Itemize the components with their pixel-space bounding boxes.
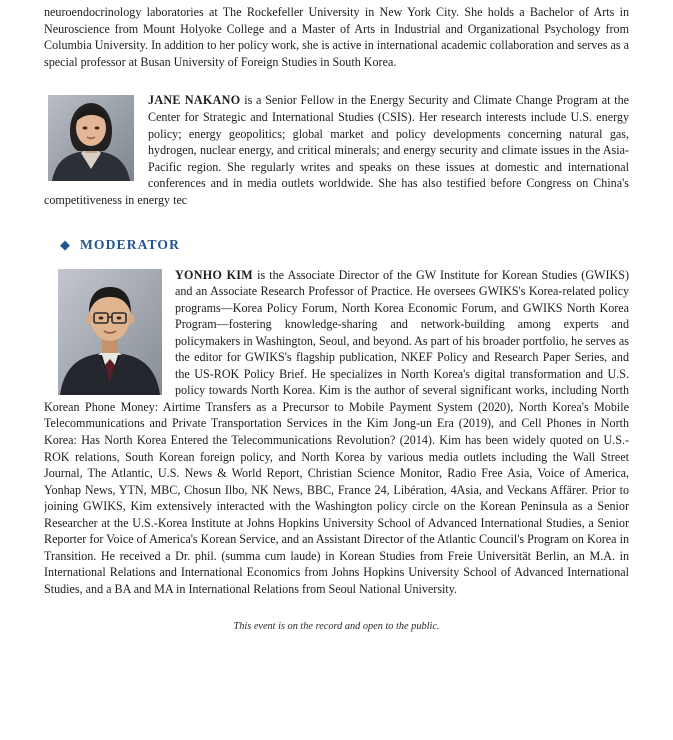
moderator-name: YONHO KIM (175, 267, 254, 282)
jane-nakano-photo (48, 95, 134, 181)
moderator-bio-block (44, 267, 629, 598)
diamond-icon: ◆ (60, 237, 70, 253)
footer-note: This event is on the record and open to the public. (233, 621, 440, 633)
moderator-label: MODERATOR (80, 236, 181, 252)
panelist-bio-body: is a Senior Fellow in the Energy Security and Climate Change Program at the Center for Strategic and International Studies (CSIS). Her research interests include U.S. energy policy; energy geopolitics; global market and policy developments concerning natural gas, hydrogen, nuclear energy, and critical minerals; and energy security and climate issues in the Asia-Pacific region. She regularly writes and speaks on these issues at domestic and international conferences and in media outlets worldwide. She has also testified before Congress on China's competitiveness in energy tec (44, 93, 629, 207)
moderator-heading (60, 237, 629, 253)
panelist-name: JANE NAKANO (148, 93, 241, 108)
moderator-bio-body: is the Associate Director of the GW Institute for Korean Studies (GWIKS) and an Associate Research Professor of Practice. He oversees GWIKS's Korea-related policy programs—Korea Policy Forum, North Korea Economic Forum, and GWIKS North Korea Program—fostering knowledge-sharing and network-building among experts and policymakers in Washington, Seoul, and beyond. As part of his broader portfolio, he serves as the editor for GWIKS's flagship publication, NKEF Policy and Research Paper Series, and the US-ROK Policy Brief. He specializes in North Korea's digital transformation and U.S. policy towards North Korea. Kim is the author of several significant works, including North Korean Phone Money: Airtime Transfers as a Precursor to Mobile Payment System (2020), North Korea's Mobile Telecommunications and Private Transportation Services in the Kim Jong-un Era (2019), and Cell Phones in North Korea: Has North Korea Entered the Telecommunications Revolution? (2014). Kim has been widely quoted on U.S.-ROK relations, South Korean foreign policy, and North Korea by various media outlets including the Wall Street Journal, The Atlantic, U.S. News & World Report, Christian Science Monitor, Radio Free Asia, Voice of America, Yonhap News, YTN, MBC, Chosun Ilbo, NK News, BBC, France 24, Libération, 4Asia, and Veckans Affärer. Prior to joining GWIKS, Kim extensively interacted with the Washington policy circle on the Korean Peninsula as a Senior Researcher at the U.S.-Korea Institute at Johns Hopkins University School of Advanced International Studies, a Senior Reporter for Voice of America's Korean Service, and an Assistant Director of the Atlantic Council's Program on Korea in Transition. He received a Dr. phil. (summa cum laude) in Korean Studies from Freie Universität Berlin, an M.A. in International Relations and International Economics from Johns Hopkins University School of Advanced International Studies, and a BA and MA in International Relations from Seoul National University. (44, 267, 629, 596)
portrait-illustration (48, 95, 134, 181)
portrait-illustration (58, 269, 162, 395)
yonho-kim-photo (58, 269, 162, 395)
panelist-bio-block (44, 92, 629, 208)
intro-paragraph: neuroendocrinology laboratories at The Rockefeller University in New York City. She holds a Bachelor of Arts in Neuroscience from Mount Holyoke College and a Master of Arts in Industrial and Organizational Psychology from Columbia University. In addition to her policy work, she is active in international academic collaboration and serves as a special professor at Busan University of Foreign Studies in South Korea. (44, 5, 629, 69)
